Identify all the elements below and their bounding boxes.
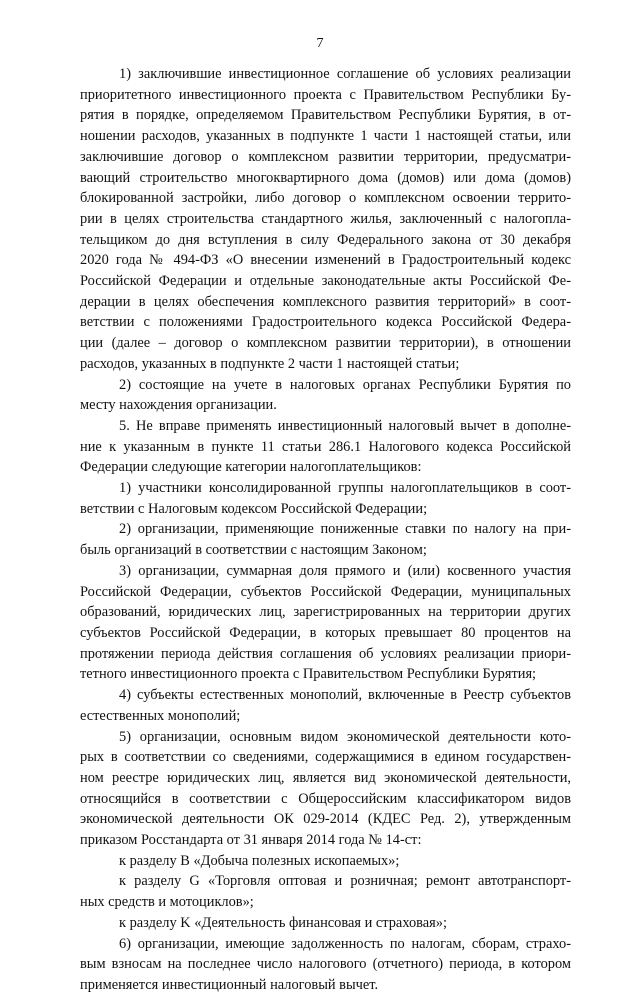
text-line: ношении расходов, указанных в подпункте 1 части 1 настоящей статьи, или	[80, 128, 571, 145]
text-line: естественных монополий;	[80, 707, 241, 724]
paragraph	[80, 685, 571, 726]
text-line: 2) состоящие на учете в налоговых органах Республики Бурятия по	[119, 376, 571, 393]
text-line: ветствии с Налоговым кодексом Российской Федерации;	[80, 500, 428, 517]
paragraph	[80, 375, 571, 416]
text-line: ных средств и мотоциклов»;	[80, 894, 254, 911]
paragraph	[80, 519, 571, 560]
page-number: 7	[316, 36, 324, 51]
text-line: образований, юридических лиц, зарегистрированных на территории других	[80, 604, 571, 621]
text-line: ветствии с положениями Градостроительного кодекса Российской Федера-	[80, 314, 571, 331]
document-body	[80, 64, 571, 996]
paragraph	[80, 934, 571, 996]
text-line: относящийся в соответствии с Общероссийским классификатором видов	[80, 790, 571, 807]
text-line: быль организаций в соответствии с настоящим Законом;	[80, 542, 427, 559]
text-line: 3) организации, суммарная доля прямого и (или) косвенного участия	[119, 562, 571, 579]
paragraph	[80, 727, 571, 851]
text-line: тетного инвестиционного проекта с Правительством Республики Бурятия;	[80, 666, 537, 683]
paragraph	[80, 64, 571, 375]
text-line: месту нахождения организации.	[80, 397, 277, 414]
paragraph	[80, 871, 571, 912]
text-line: ние к указанным в пункте 11 статьи 286.1 Налогового кодекса Российской	[80, 438, 571, 455]
text-line: Российской Федерации, субъектов Российской Федерации, муниципальных	[80, 583, 571, 600]
text-line: 1) участники консолидированной группы налогоплательщиков в соот-	[119, 480, 571, 497]
text-line: к разделу B «Добыча полезных ископаемых»;	[119, 852, 400, 869]
paragraph	[80, 416, 571, 478]
text-line: рии в целях строительства стандартного жилья, заключенный с налогопла-	[80, 210, 571, 227]
text-line: протяжении периода действия соглашения об условиях реализации приори-	[80, 645, 571, 662]
text-line: вающий строительство многоквартирного дома (домов) или дома (домов)	[80, 169, 571, 186]
text-line: ции (далее – договор о комплексном развитии территории), в отношении	[80, 335, 571, 352]
text-line: 6) организации, имеющие задолженность по налогам, сборам, страхо-	[119, 935, 571, 952]
text-line: к разделу G «Торговля оптовая и розничная; ремонт автотранспорт-	[119, 873, 571, 890]
text-line: Российской Федерации и отдельные законодательные акты Российской Фе-	[80, 273, 571, 290]
text-line: 1) заключившие инвестиционное соглашение об условиях реализации	[119, 66, 571, 82]
text-line: приказом Росстандарта от 31 января 2014 года № 14-ст:	[80, 832, 422, 849]
text-line: 2) организации, применяющие пониженные ставки по налогу на при-	[119, 521, 571, 538]
text-line: дерации в целях обеспечения комплексного развития территорий» в соот-	[80, 293, 571, 310]
text-line: Федерации следующие категории налогоплательщиков:	[80, 459, 422, 476]
paragraph	[80, 478, 571, 519]
text-line: ном реестре юридических лиц, является вид экономической деятельности,	[80, 769, 571, 786]
text-line: 2020 года № 494-ФЗ «О внесении изменений в Градостроительный кодекс	[80, 252, 571, 269]
text-line: рятия в порядке, определяемом Правительством Республики Бурятия, в от-	[80, 107, 571, 124]
text-line: 5) организации, основным видом экономической деятельности кото-	[119, 728, 571, 745]
text-line: экономической деятельности ОК 029-2014 (КДЕС Ред. 2), утвержденным	[80, 811, 571, 828]
paragraph	[80, 913, 571, 934]
text-line: 4) субъекты естественных монополий, включенные в Реестр субъектов	[119, 687, 571, 704]
text-line: приоритетного инвестиционного проекта с Правительством Республики Бу-	[80, 86, 571, 103]
text-line: заключившие договор о комплексном развитии территории, предусматри-	[80, 148, 571, 165]
text-line: вым взносам на последнее число налогового (отчетного) периода, в котором	[80, 956, 571, 973]
text-line: 5. Не вправе применять инвестиционный налоговый вычет в дополне-	[119, 417, 571, 434]
paragraph	[80, 851, 571, 872]
text-line: рых в соответствии со сведениями, содержащимися в едином государствен-	[80, 749, 571, 766]
text-line: блокированной застройки, либо договор о комплексном освоении террито-	[80, 190, 571, 207]
text-line: расходов, указанных в подпункте 2 части 1 настоящей статьи;	[80, 355, 460, 372]
text-line: тельщиком до дня вступления в силу Федерального закона от 30 декабря	[80, 231, 571, 248]
paragraph	[80, 561, 571, 685]
text-line: субъектов Российской Федерации, в которых превышает 80 процентов на	[80, 624, 571, 641]
text-line: применяется инвестиционный налоговый вычет.	[80, 976, 379, 993]
text-line: к разделу K «Деятельность финансовая и страховая»;	[119, 914, 447, 931]
